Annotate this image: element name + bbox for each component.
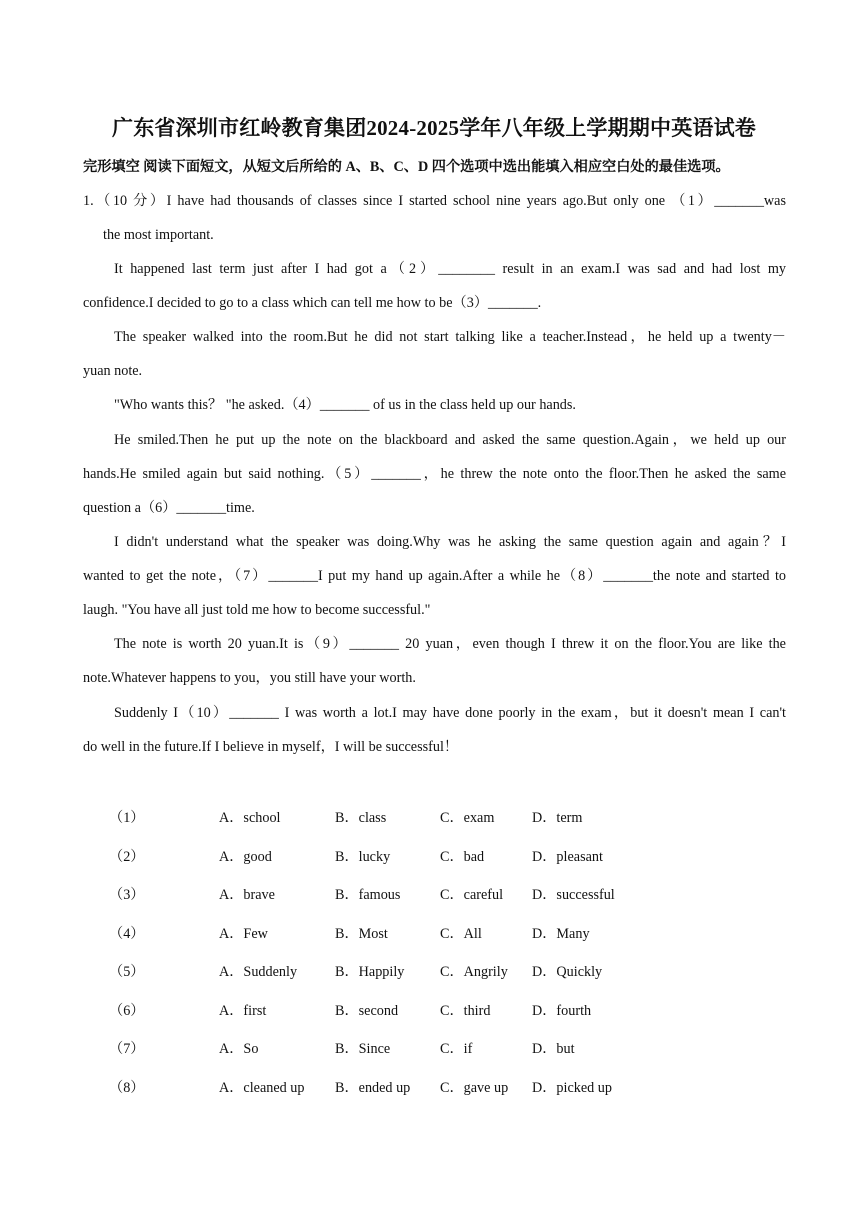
passage-line: wanted to get the note，（7）_______I put my hand up again.After a while he（8）_______the note and started to xyxy=(83,568,786,584)
option-b: B．Most xyxy=(335,926,388,942)
passage-line: The speaker walked into the room.But he did not start talking like a teacher.Instead，he held up a twenty－ xyxy=(114,329,786,345)
passage-line: laugh. "You have all just told me how to become successful." xyxy=(83,602,431,618)
passage-line: note.Whatever happens to you，you still have your worth. xyxy=(83,670,416,686)
option-d: D．but xyxy=(532,1041,575,1057)
option-b: B．lucky xyxy=(335,849,391,865)
question-number: （4） xyxy=(109,926,145,942)
option-d: D．Many xyxy=(532,926,590,942)
option-b: B．class xyxy=(335,810,387,826)
passage-line: yuan note. xyxy=(83,363,143,379)
option-a: A．Few xyxy=(219,926,268,942)
question-number: （8） xyxy=(109,1080,145,1096)
passage-line: I didn't understand what the speaker was doing.Why was he asking the same question again and again？I xyxy=(114,534,786,550)
option-c: C．if xyxy=(440,1041,473,1057)
question-number: （5） xyxy=(109,964,145,980)
option-c: C．exam xyxy=(440,810,495,826)
option-row xyxy=(0,1077,868,1099)
passage-line: confidence.I decided to go to a class which can tell me how to be（3）_______. xyxy=(83,295,542,311)
option-d: D．picked up xyxy=(532,1080,612,1096)
page-title: 广东省深圳市红岭教育集团2024-2025学年八年级上学期期中英语试卷 xyxy=(112,116,756,140)
option-a: A．first xyxy=(219,1003,267,1019)
option-a: A．Suddenly xyxy=(219,964,298,980)
option-b: B．Since xyxy=(335,1041,391,1057)
option-d: D．pleasant xyxy=(532,849,603,865)
option-d: D．term xyxy=(532,810,583,826)
passage-line: Suddenly I（10）_______ I was worth a lot.I may have done poorly in the exam，but it doesn't mean I can't xyxy=(114,705,786,721)
passage-line: He smiled.Then he put up the note on the blackboard and asked the same question.Again，we held up our xyxy=(114,432,786,448)
passage-line: hands.He smiled again but said nothing.（5）_______，he threw the note onto the floor.Then he asked the same xyxy=(83,466,786,482)
option-b: B．famous xyxy=(335,887,401,903)
option-b: B．Happily xyxy=(335,964,405,980)
option-a: A．cleaned up xyxy=(219,1080,305,1096)
option-c: C．All xyxy=(440,926,482,942)
question-number: （2） xyxy=(109,849,145,865)
option-d: D．fourth xyxy=(532,1003,592,1019)
option-row xyxy=(0,1038,868,1060)
option-c: C．third xyxy=(440,1003,491,1019)
option-b: B．ended up xyxy=(335,1080,411,1096)
passage-line: It happened last term just after I had got a（2）________ result in an exam.I was sad and had lost my xyxy=(114,261,786,277)
passage-line: The note is worth 20 yuan.It is（9）_______ 20 yuan，even though I threw it on the floor.You are like the xyxy=(114,636,786,652)
option-row xyxy=(0,807,868,829)
passage-line: question a（6）_______time. xyxy=(83,500,255,516)
option-a: A．good xyxy=(219,849,272,865)
option-row xyxy=(0,923,868,945)
question-number: （1） xyxy=(109,810,145,826)
option-a: A．brave xyxy=(219,887,275,903)
passage-line: the most important. xyxy=(103,227,214,243)
option-c: C．gave up xyxy=(440,1080,509,1096)
question-number: （7） xyxy=(109,1041,145,1057)
option-c: C．Angrily xyxy=(440,964,508,980)
option-b: B．second xyxy=(335,1003,399,1019)
option-row xyxy=(0,961,868,983)
passage-line: do well in the future.If I believe in myself，I will be successful！ xyxy=(83,739,459,755)
option-row xyxy=(0,884,868,906)
option-a: A．school xyxy=(219,810,281,826)
option-c: C．careful xyxy=(440,887,504,903)
section-heading: 完形填空 阅读下面短文，从短文后所给的 A、B、C、D 四个选项中选出能填入相应空白处的最佳选项。 xyxy=(83,159,730,175)
option-d: D．Quickly xyxy=(532,964,603,980)
question-number: （3） xyxy=(109,887,145,903)
option-d: D．successful xyxy=(532,887,615,903)
option-c: C．bad xyxy=(440,849,485,865)
option-a: A．So xyxy=(219,1041,259,1057)
option-row xyxy=(0,846,868,868)
question-number: （6） xyxy=(109,1003,145,1019)
passage-line: "Who wants this？ "he asked.（4）_______ of us in the class held up our hands. xyxy=(114,397,576,413)
passage-line: 1.（10 分）I have had thousands of classes since I started school nine years ago.But only one （1）_______was xyxy=(83,193,786,209)
option-row xyxy=(0,1000,868,1022)
